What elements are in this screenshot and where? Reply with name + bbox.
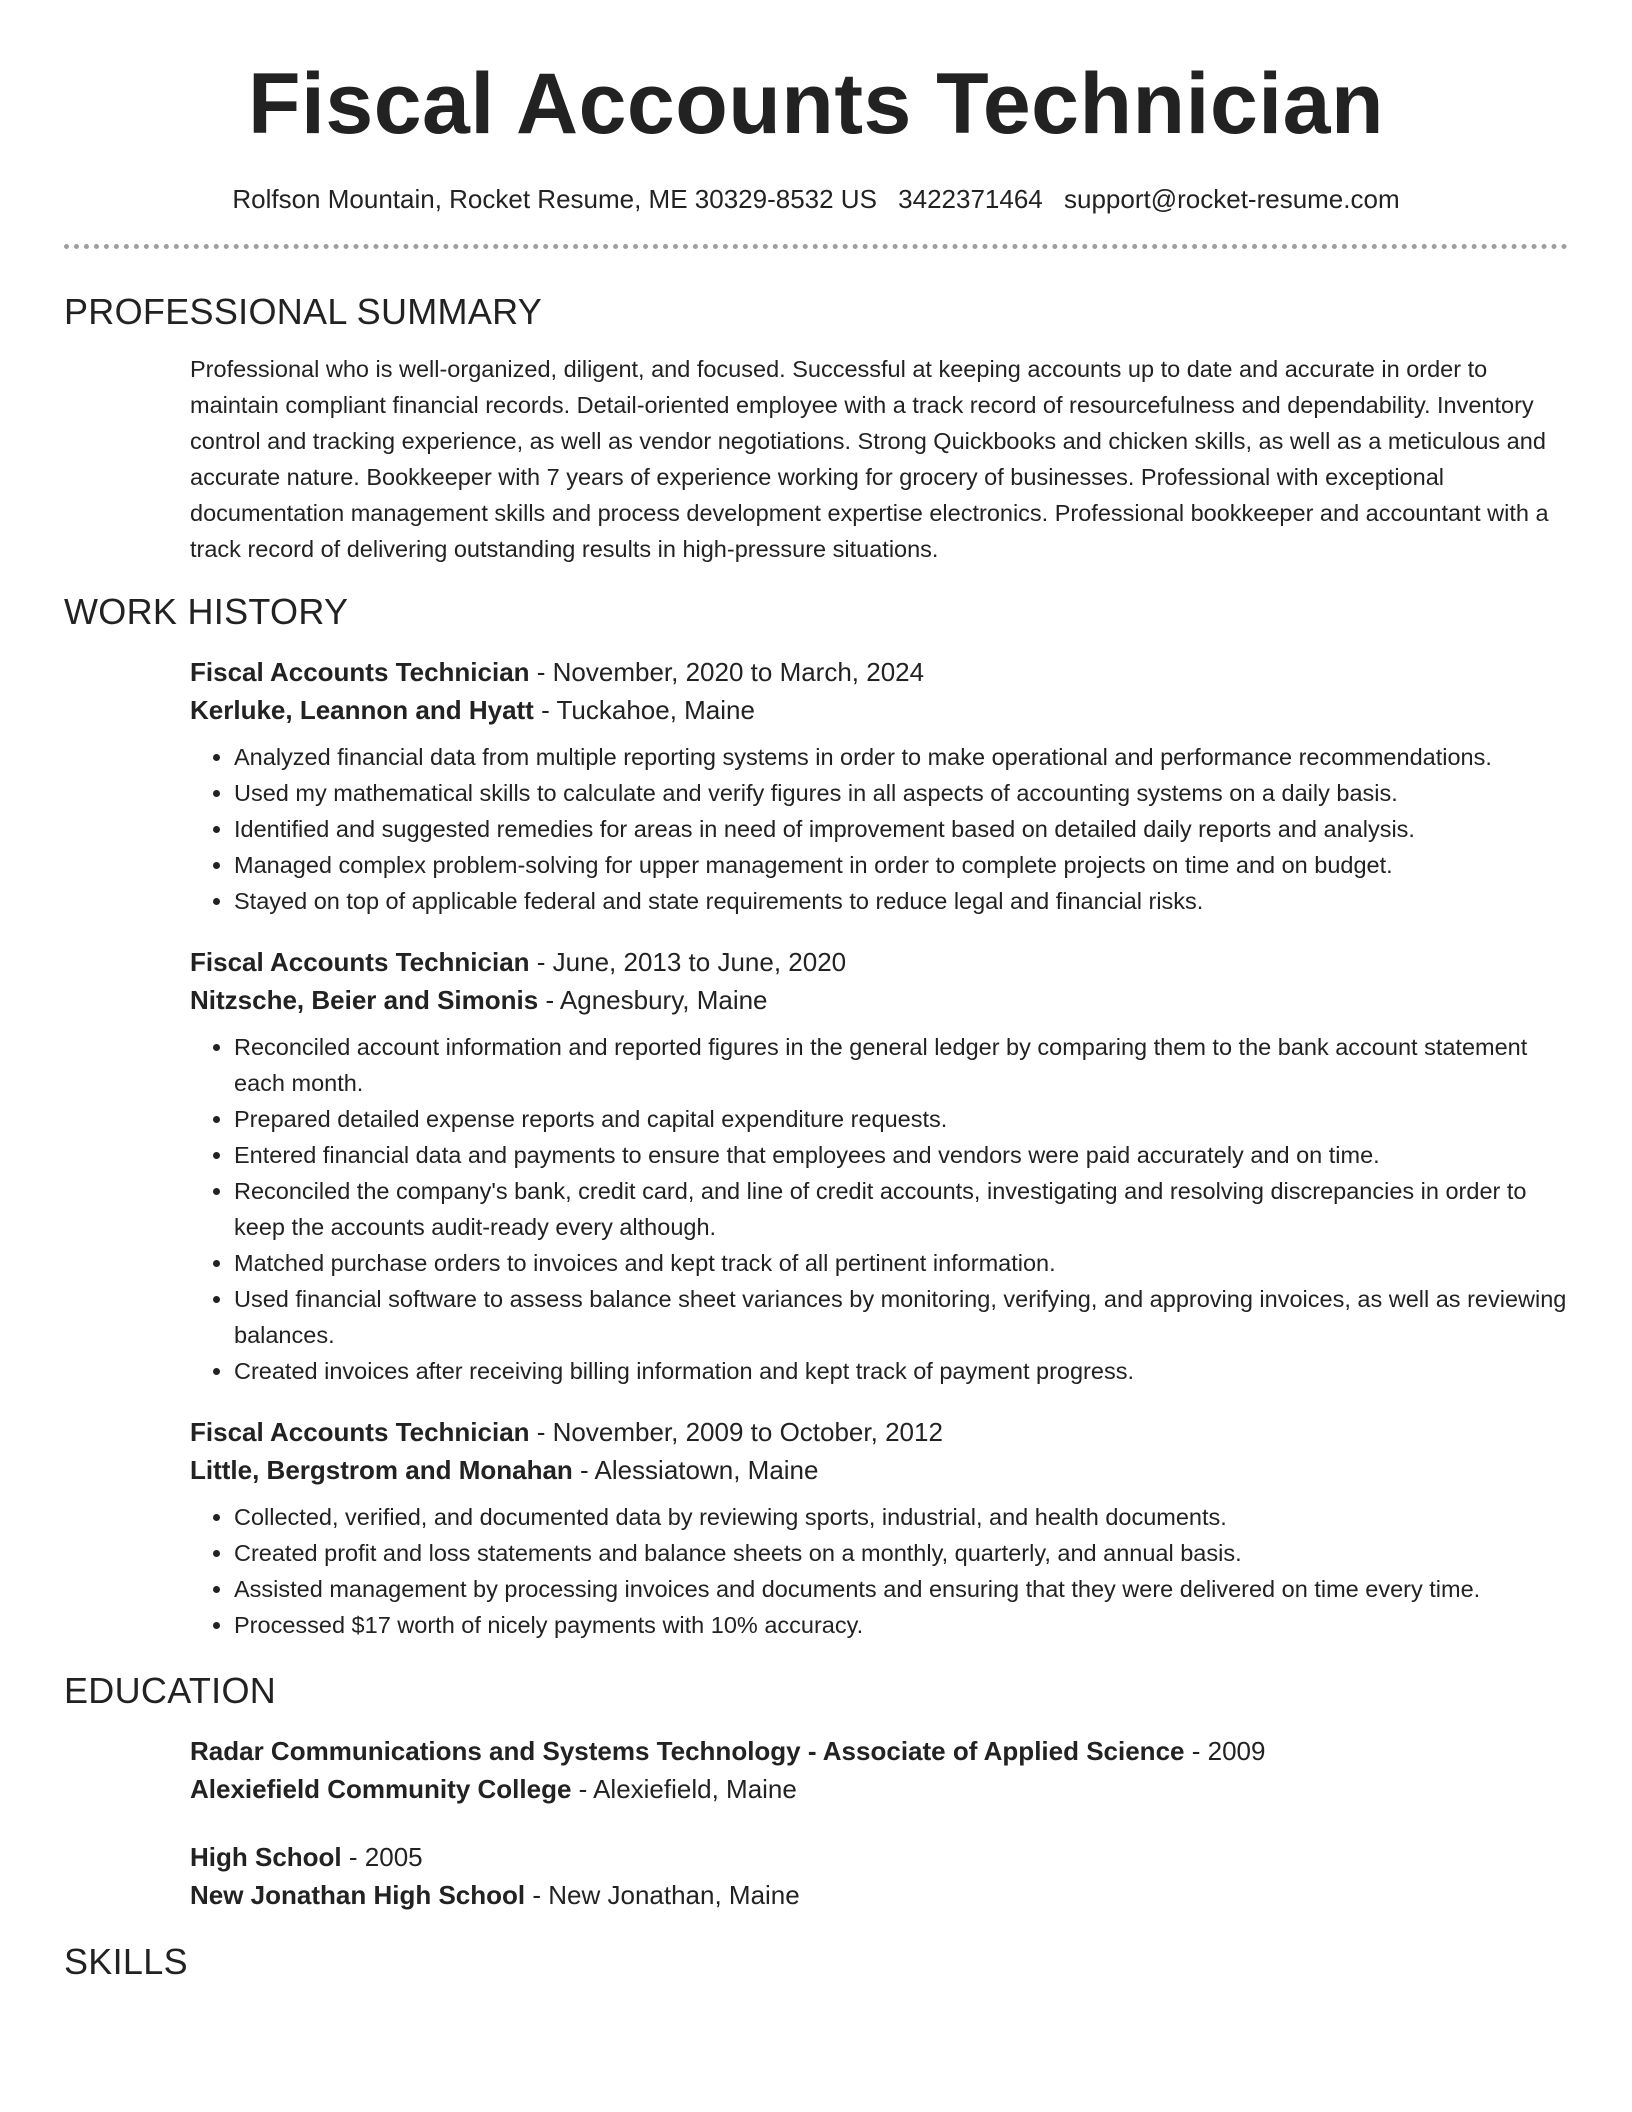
contact-address: Rolfson Mountain, Rocket Resume, ME 30329-8532 US [232, 184, 877, 214]
job-company-line [190, 981, 1568, 1019]
education-entry [190, 1838, 1568, 1914]
contact-line [64, 184, 1568, 214]
job-company-line [190, 1451, 1568, 1489]
job-bullets [190, 739, 1568, 919]
header-divider [64, 244, 1568, 249]
job-bullet: • Created profit and loss statements and balance sheets on a monthly, quarterly, and annual basis. [234, 1535, 1568, 1571]
job-title: Fiscal Accounts Technician [190, 657, 530, 687]
resume-name: Fiscal Accounts Technician [247, 56, 1385, 152]
education-school-line [190, 1876, 1568, 1914]
education-location: - Alexiefield, Maine [571, 1774, 797, 1804]
job-bullet: • Entered financial data and payments to ensure that employees and vendors were paid accurately and on time. [234, 1137, 1568, 1173]
job-bullet: • Prepared detailed expense reports and capital expenditure requests. [234, 1101, 1568, 1137]
job-entry [190, 943, 1568, 1389]
education-school: Alexiefield Community College [190, 1774, 572, 1804]
job-bullet: • Analyzed financial data from multiple reporting systems in order to make operational and performance recommendations. [234, 739, 1568, 775]
summary-text: Professional who is well-organized, diligent, and focused. Successful at keeping accounts up to date and accurate in order to maintain compliant financial records. Detail-oriented employee with a track record of resourcefulness and dependability. Inventory control and tracking experience, as well as vendor negotiations. Strong Quickbooks and chicken skills, as well as a meticulous and accurate nature. Bookkeeper with 7 years of experience working for grocery of businesses. Professional with exceptional documentation management skills and process development expertise electronics. Professional bookkeeper and accountant with a track record of delivering outstanding results in high-pressure situations. [190, 356, 1549, 562]
education-year: - 2009 [1184, 1736, 1266, 1766]
job-entry [190, 1413, 1568, 1643]
education-section [190, 1732, 1568, 1914]
job-title: Fiscal Accounts Technician [190, 947, 530, 977]
job-title-line [190, 1413, 1568, 1451]
skills-heading: SKILLS [64, 1941, 188, 1982]
job-bullet: • Reconciled account information and reported figures in the general ledger by comparing them to the bank account statement each month. [234, 1029, 1568, 1101]
work-history-section [190, 653, 1568, 1643]
job-company-line [190, 691, 1568, 729]
education-school: New Jonathan High School [190, 1880, 526, 1910]
job-dates: - November, 2020 to March, 2024 [529, 657, 925, 687]
job-location: - Alessiatown, Maine [572, 1455, 819, 1485]
job-bullet: • Created invoices after receiving billing information and kept track of payment progress. [234, 1353, 1568, 1389]
education-heading: EDUCATION [64, 1670, 277, 1711]
job-bullet: • Identified and suggested remedies for areas in need of improvement based on detailed daily reports and analysis. [234, 811, 1568, 847]
job-location: - Agnesbury, Maine [538, 985, 768, 1015]
summary-heading: PROFESSIONAL SUMMARY [64, 291, 543, 332]
job-bullet: • Assisted management by processing invoices and documents and ensuring that they were delivered on time every time. [234, 1571, 1568, 1607]
job-bullet: • Matched purchase orders to invoices and kept track of all pertinent information. [234, 1245, 1568, 1281]
contact-email: support@rocket-resume.com [1064, 184, 1400, 214]
contact-phone: 3422371464 [898, 184, 1043, 214]
job-bullet: • Used financial software to assess balance sheet variances by monitoring, verifying, and approving invoices, as well as reviewing balances. [234, 1281, 1568, 1353]
job-entry [190, 653, 1568, 919]
summary-section [190, 351, 1568, 567]
education-location: - New Jonathan, Maine [525, 1880, 800, 1910]
job-company: Nitzsche, Beier and Simonis [190, 985, 539, 1015]
job-company: Little, Bergstrom and Monahan [190, 1455, 573, 1485]
job-dates: - June, 2013 to June, 2020 [529, 947, 847, 977]
job-company: Kerluke, Leannon and Hyatt [190, 695, 534, 725]
job-title: Fiscal Accounts Technician [190, 1417, 530, 1447]
education-degree-line [190, 1838, 1568, 1876]
education-degree-line [190, 1732, 1568, 1770]
job-bullets [190, 1029, 1568, 1389]
job-bullet: • Managed complex problem-solving for upper management in order to complete projects on time and on budget. [234, 847, 1568, 883]
job-bullet: • Used my mathematical skills to calculate and verify figures in all aspects of accounting systems on a daily basis. [234, 775, 1568, 811]
education-year: - 2005 [341, 1842, 423, 1872]
job-bullets [190, 1499, 1568, 1643]
job-bullet: • Processed $17 worth of nicely payments with 10% accuracy. [234, 1607, 1568, 1643]
job-bullet: • Reconciled the company's bank, credit card, and line of credit accounts, investigating and resolving discrepancies in order to keep the accounts audit-ready every although. [234, 1173, 1568, 1245]
education-school-line [190, 1770, 1568, 1808]
job-location: - Tuckahoe, Maine [533, 695, 755, 725]
job-title-line [190, 653, 1568, 691]
education-entry [190, 1732, 1568, 1808]
job-title-line [190, 943, 1568, 981]
job-bullet: • Stayed on top of applicable federal and state requirements to reduce legal and financial risks. [234, 883, 1568, 919]
job-dates: - November, 2009 to October, 2012 [529, 1417, 943, 1447]
job-bullet: • Collected, verified, and documented data by reviewing sports, industrial, and health documents. [234, 1499, 1568, 1535]
work-history-heading: WORK HISTORY [64, 591, 349, 632]
education-degree: Radar Communications and Systems Technology - Associate of Applied Science [190, 1736, 1185, 1766]
education-degree: High School [190, 1842, 342, 1872]
